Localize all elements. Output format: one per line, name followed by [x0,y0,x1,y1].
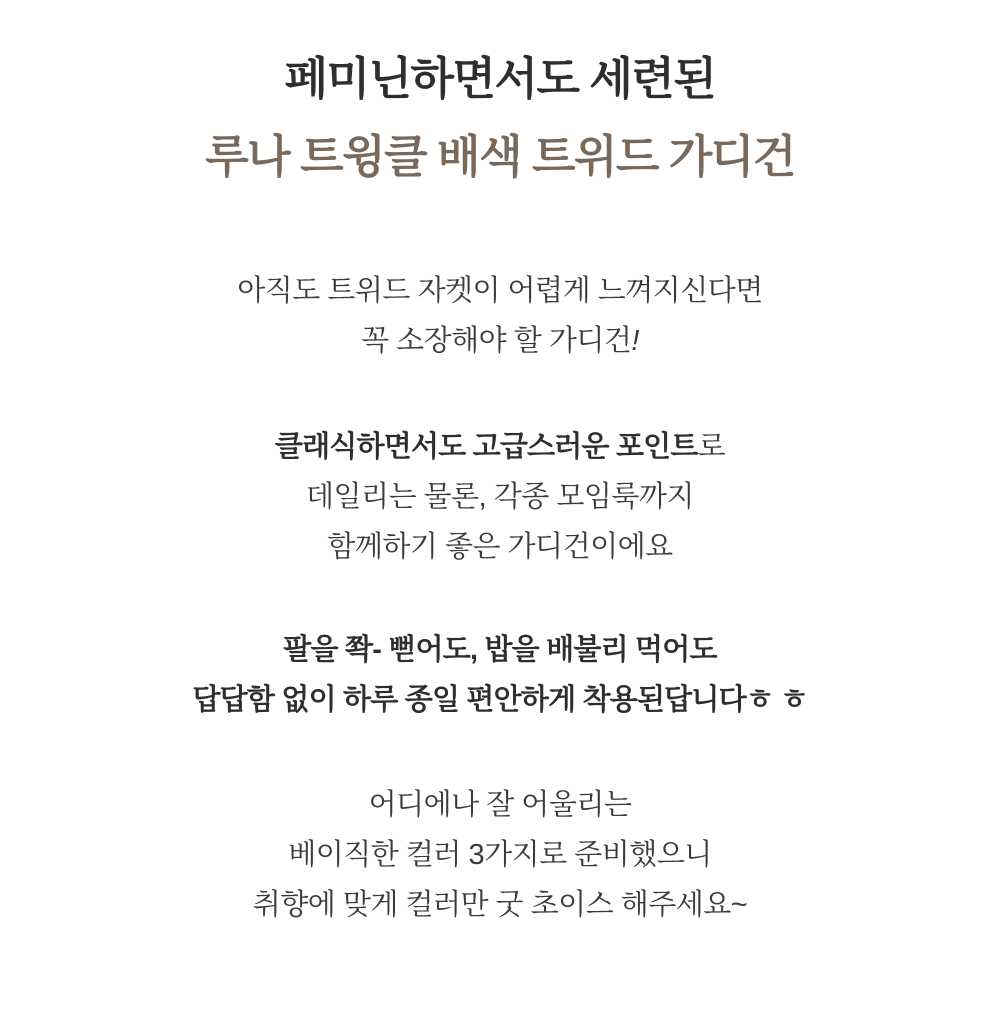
product-headline [0,40,1000,196]
color-options-paragraph [0,780,1000,930]
headline-tagline: 페미닌하면서도 세련된 [284,53,716,104]
intro-line-2-text: 꼭 소장해야 할 가디건 [361,325,632,357]
comfort-line-1: 팔을 쫙- 뻗어도, 밥을 배불리 먹어도 [283,634,717,666]
point-line-3: 함께하기 좋은 가디건이에요 [327,531,673,563]
color-options-line-1: 어디에나 잘 어울리는 [368,789,632,821]
intro-line-2 [0,316,1000,366]
intro-exclamation: ! [631,325,639,357]
comfort-line-2: 답답함 없이 하루 종일 편안하게 착용된답니다ㅎ ㅎ [192,684,808,716]
intro-paragraph [0,266,1000,366]
color-options-line-2: 베이직한 컬러 3가지로 준비했으니 [288,839,712,871]
color-options-line-3: 취향에 맞게 컬러만 굿 초이스 해주세요~ [252,889,748,921]
point-paragraph [0,422,1000,572]
comfort-paragraph [0,625,1000,725]
point-line-1-bold: 클래식하면서도 고급스러운 포인트 [274,431,698,463]
point-line-1-rest: 로 [697,431,726,463]
point-line-2: 데일리는 물론, 각종 모임룩까지 [306,481,694,513]
headline-product-name: 루나 트윙클 배색 트위드 가디건 [205,131,795,182]
point-line-1 [0,422,1000,472]
intro-line-1: 아직도 트위드 자켓이 어렵게 느껴지신다면 [237,275,763,307]
